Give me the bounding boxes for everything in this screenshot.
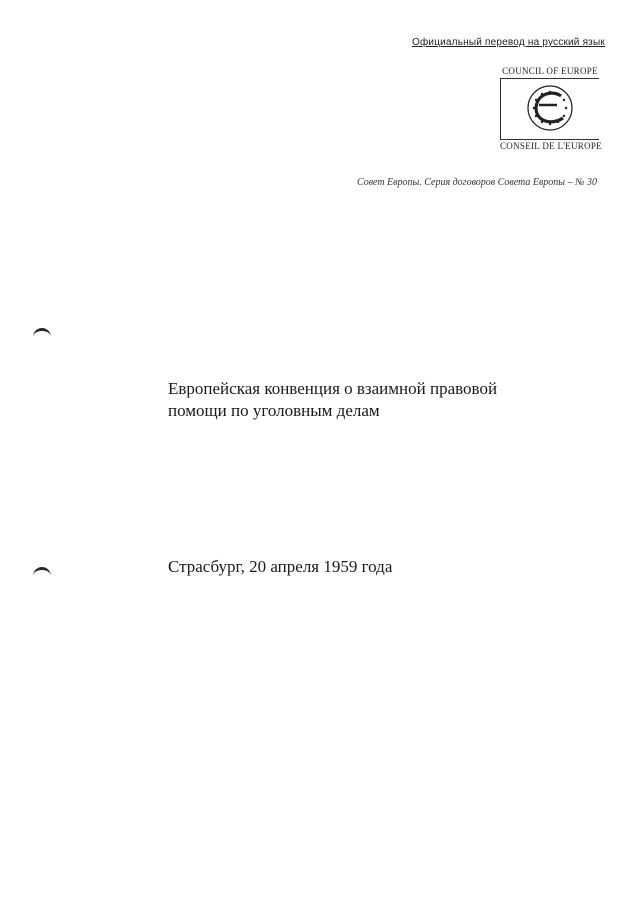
logo-org-name-fr: CONSEIL DE L'EUROPE	[500, 141, 602, 151]
punch-hole-mark	[33, 567, 51, 579]
council-of-europe-logo	[500, 64, 600, 152]
treaty-series-line: Совет Европы. Серия договоров Совета Европы – № 30	[356, 177, 597, 188]
document-title	[168, 378, 568, 422]
place-and-date: Страсбург, 20 апреля 1959 года	[168, 557, 393, 576]
council-of-europe-emblem-icon	[523, 81, 577, 135]
document-title-line-2: помощи по уголовным делам	[168, 401, 380, 420]
punch-hole-mark	[33, 328, 51, 340]
document-title-line-1: Европейская конвенция о взаимной правовой	[168, 379, 498, 398]
logo-org-name-en: COUNCIL OF EUROPE	[502, 66, 598, 76]
official-translation-note: Официальный перевод на русский язык	[412, 37, 605, 48]
